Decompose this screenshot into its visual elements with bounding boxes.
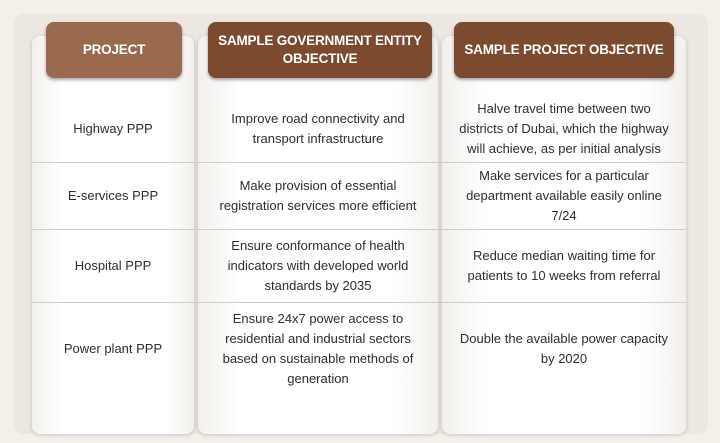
header-project [46,22,182,78]
table-cell-government-objective: Ensure conformance of health indicators with developed world standards by 2035 [227,238,409,293]
header-project-label: PROJECT [82,42,146,57]
table-cell-project: Hospital PPP [74,258,152,273]
table-cell-project: Highway PPP [73,121,153,136]
table-cell-government-objective: Ensure 24x7 power access to residential and industrial sectors based on sustainable methods of generation [222,311,414,386]
table-cell-project: Power plant PPP [63,341,163,356]
header-project-objective-label: SAMPLE PROJECT OBJECTIVE [464,42,664,57]
table-cell-project-objective: Make services for a particular department available easily online 7/24 [466,168,662,223]
table-cell-project-objective: Halve travel time between two districts of Dubai, which the highway will achieve, as per initial analysis [459,101,669,156]
header-government-objective [208,22,432,78]
table-cell-project-objective: Double the available power capacity by 2020 [459,331,669,366]
table-cell-project-objective: Reduce median waiting time for patients to 10 weeks from referral [467,248,661,283]
table-cell-government-objective: Improve road connectivity and transport infrastructure [231,111,405,146]
table-cell-project: E-services PPP [67,188,159,203]
header-government-objective-label: SAMPLE GOVERNMENT ENTITY OBJECTIVE [218,33,422,66]
header-project-objective [454,22,674,78]
table-cell-government-objective: Make provision of essential registration services more efficient [219,178,417,213]
